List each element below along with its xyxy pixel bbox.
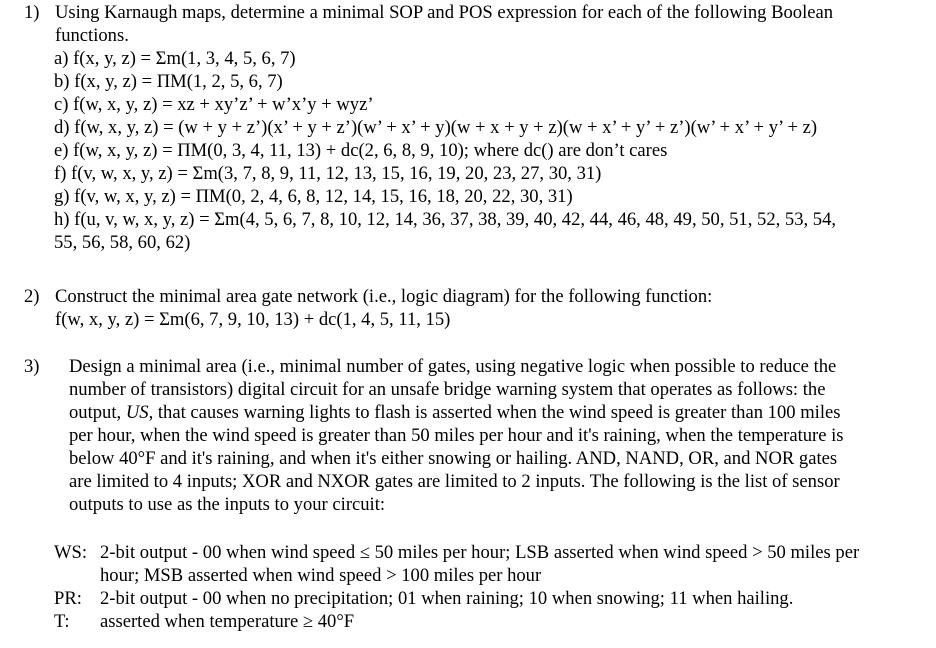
problem-1-intro-line: functions. bbox=[55, 25, 129, 46]
sensor-pr bbox=[54, 587, 924, 610]
problem-3-body bbox=[69, 355, 914, 516]
problem-3-line: are limited to 4 inputs; XOR and NXOR gates are limited to 2 inputs. The following is the list of sensor bbox=[69, 471, 840, 492]
problem-2-number: 2) bbox=[24, 286, 40, 307]
sensor-description: asserted when temperature ≥ 40°F bbox=[100, 611, 355, 632]
part-h-continuation: 55, 56, 58, 60, 62) bbox=[54, 232, 191, 253]
sensor-label: PR: bbox=[54, 588, 82, 609]
problem-1-number: 1) bbox=[24, 2, 40, 23]
part-g: g) f(v, w, x, y, z) = ΠM(0, 2, 4, 6, 8, 12, 14, 15, 16, 18, 20, 22, 30, 31) bbox=[54, 186, 573, 207]
sensor-label: WS: bbox=[54, 542, 88, 563]
problem-2-statement: Construct the minimal area gate network (i.e., logic diagram) for the following function: bbox=[55, 286, 713, 307]
sensor-label: T: bbox=[54, 611, 70, 632]
sensor-t bbox=[54, 610, 924, 633]
part-a: a) f(x, y, z) = Σm(1, 3, 4, 5, 6, 7) bbox=[54, 48, 296, 69]
problem-3-line: Design a minimal area (i.e., minimal number of gates, using negative logic when possible to reduce the bbox=[69, 356, 837, 377]
part-e: e) f(w, x, y, z) = ΠM(0, 3, 4, 11, 13) + dc(2, 6, 8, 9, 10); where dc() are don’t cares bbox=[54, 140, 668, 161]
sensor-description: hour; MSB asserted when wind speed > 100 miles per hour bbox=[100, 565, 542, 586]
part-c: c) f(w, x, y, z) = xz + xy’z’ + w’x’y + wyz’ bbox=[54, 94, 374, 115]
part-d: d) f(w, x, y, z) = (w + y + z’)(x’ + y + z’)(w’ + x’ + y)(w + x + y + z)(w + x’ + y’ + z’)(w’ + x’ + y’ + z) bbox=[54, 117, 818, 138]
problem-3-line bbox=[69, 401, 914, 424]
problem-3-line: number of transistors) digital circuit for an unsafe bridge warning system that operates as follows: the bbox=[69, 379, 826, 400]
problem-3-line: per hour, when the wind speed is greater than 50 miles per hour and it's raining, when the temperature is bbox=[69, 425, 844, 446]
sensor-description: 2-bit output - 00 when wind speed ≤ 50 miles per hour; LSB asserted when wind speed > 50 miles per bbox=[100, 542, 860, 563]
part-h: h) f(u, v, w, x, y, z) = Σm(4, 5, 6, 7, 8, 10, 12, 14, 36, 37, 38, 39, 40, 42, 44, 46, 48, 49, 50, 51, 52, 53, 54, bbox=[54, 209, 837, 230]
part-b: b) f(x, y, z) = ΠM(1, 2, 5, 6, 7) bbox=[54, 71, 283, 92]
problem-3-number: 3) bbox=[24, 356, 40, 377]
problem-1-intro-line: Using Karnaugh maps, determine a minimal SOP and POS expression for each of the following Boolean bbox=[55, 2, 834, 23]
problem-3-line-text: , that causes warning lights to flash is asserted when the wind speed is greater than 100 miles bbox=[148, 402, 841, 423]
problem-3-line-text: output, bbox=[69, 402, 126, 423]
problem-1-parts-list bbox=[54, 47, 924, 254]
problem-1-intro bbox=[55, 1, 915, 47]
sensor-list bbox=[54, 541, 924, 633]
sensor-description: 2-bit output - 00 when no precipitation; 01 when raining; 10 when snowing; 11 when hailing. bbox=[100, 588, 794, 609]
output-variable-us: US bbox=[125, 402, 149, 423]
problem-2-body bbox=[55, 285, 915, 331]
part-f: f) f(v, w, x, y, z) = Σm(3, 7, 8, 9, 11, 12, 13, 15, 16, 19, 20, 23, 27, 30, 31) bbox=[54, 163, 602, 184]
problem-3-line: outputs to use as the inputs to your circuit: bbox=[69, 494, 386, 515]
problem-2-function: f(w, x, y, z) = Σm(6, 7, 9, 10, 13) + dc(1, 4, 5, 11, 15) bbox=[55, 309, 451, 330]
sensor-ws bbox=[54, 541, 924, 587]
problem-3-line: below 40°F and it's raining, and when it's either snowing or hailing. AND, NAND, OR, and NOR gates bbox=[69, 448, 838, 469]
